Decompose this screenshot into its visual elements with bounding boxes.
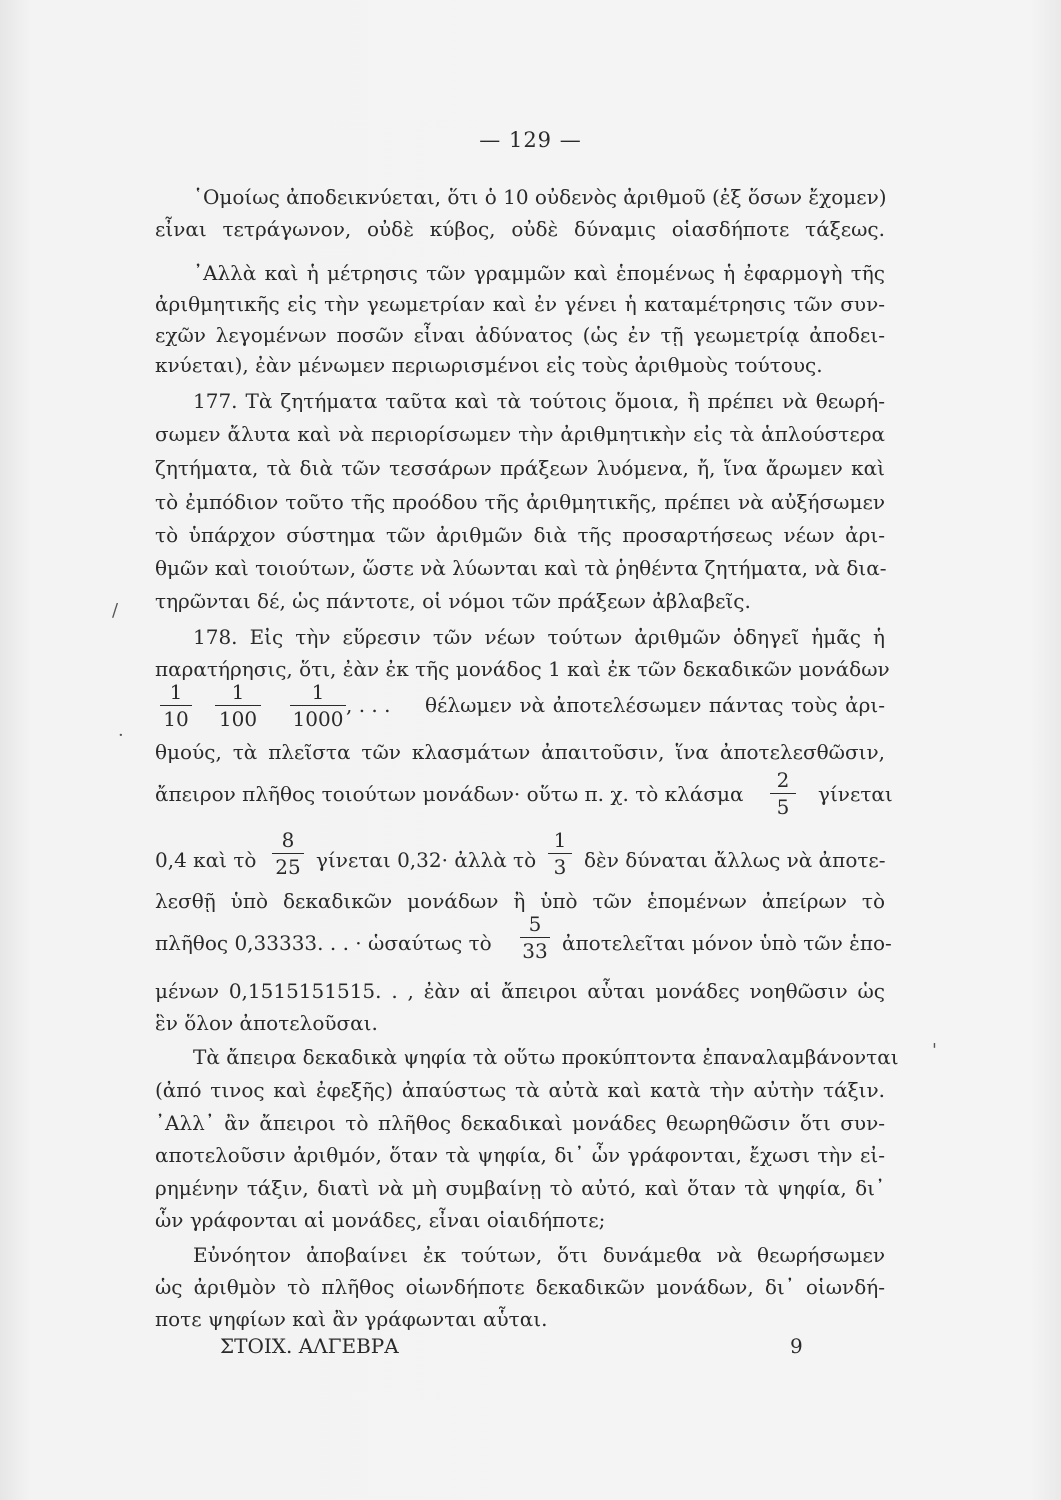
text-line: ὡς ἀριθμὸν τὸ πλῆθος οἱωνδήποτε δεκαδικῶν μονάδων, δι᾿ οἱωνδή- bbox=[155, 1275, 885, 1299]
text-line: ᾿Αλλ᾿ ἂν ἄπειροι τὸ πλῆθος δεκαδικαὶ μονάδες θεωρηθῶσιν ὅτι συν- bbox=[155, 1111, 885, 1135]
signature-title: ΣΤΟΙΧ. ΑΛΓΕΒΡΑ bbox=[220, 1334, 399, 1358]
text-line: θμούς, τὰ πλεῖστα τῶν κλασμάτων ἀπαιτοῦσιν, ἵνα ἀποτελεσθῶσιν, bbox=[155, 740, 885, 764]
fraction-eight-twentyfifths: 8 25 bbox=[272, 828, 304, 879]
fraction-one-thousandth: 1 1000 bbox=[290, 680, 346, 731]
text-line: ποτε ψηφίων καὶ ἂν γράφωνται αὗται. bbox=[155, 1307, 548, 1331]
text-line: τὸ ἐμπόδιον τοῦτο τῆς προόδου τῆς ἀριθμητικῆς, πρέπει νὰ αὐξήσωμεν bbox=[155, 490, 885, 514]
fraction-one-third: 1 3 bbox=[548, 828, 572, 879]
text-line: σωμεν ἄλυτα καὶ νὰ περιορίσωμεν τὴν ἀριθμητικὴν εἰς τὰ ἁπλούστερα bbox=[155, 422, 885, 446]
fraction-one-tenth: 1 10 bbox=[160, 680, 192, 731]
text-line: ᾿Αλλὰ καὶ ἡ μέτρησις τῶν γραμμῶν καὶ ἑπομένως ἡ ἐφαρμογὴ τῆς bbox=[193, 261, 885, 285]
text-line: ἀριθμητικῆς εἰς τὴν γεωμετρίαν καὶ ἐν γένει ἡ καταμέτρησις τῶν συν- bbox=[155, 292, 885, 316]
text-line: ζητήματα, τὰ διὰ τῶν τεσσάρων πράξεων λυόμενα, ἤ, ἵνα ἄρωμεν καὶ bbox=[155, 456, 885, 480]
text-line: τηρῶνται δέ, ὡς πάντοτε, οἱ νόμοι τῶν πράξεων ἀβλαβεῖς. bbox=[155, 589, 751, 613]
ellipsis: , . . . bbox=[346, 693, 391, 717]
fraction-five-thirtythirds: 5 33 bbox=[520, 912, 550, 963]
signature-number: 9 bbox=[790, 1334, 803, 1358]
text-line: εἶναι τετράγωνον, οὐδὲ κύβος, οὐδὲ δύναμις οἱασδήποτε τάξεως. bbox=[155, 217, 885, 241]
margin-mark: ' bbox=[932, 1040, 937, 1061]
text-line: τὸ ὑπάρχον σύστημα τῶν ἀριθμῶν διὰ τῆς προσαρτήσεως νέων ἀρι- bbox=[155, 523, 885, 547]
page-number: — 129 — bbox=[479, 128, 582, 152]
fraction-one-hundredth: 1 100 bbox=[215, 680, 261, 731]
margin-mark: / bbox=[112, 600, 119, 621]
text-fragment: γίνεται 0,32· ἀλλὰ τὸ bbox=[316, 848, 537, 872]
text-line: δὲν δύναται ἄλλως νὰ ἀποτε- bbox=[584, 848, 886, 872]
text-fragment: πλῆθος 0,33333. . . · ὡσαύτως τὸ bbox=[155, 931, 492, 955]
text-line: ἄπειρον πλῆθος τοιούτων μονάδων· οὕτω π. χ. τὸ κλάσμα bbox=[155, 782, 744, 806]
text-fragment: 0,4 καὶ τὸ bbox=[155, 848, 257, 872]
text-line: (ἀπό τινος καὶ ἐφεξῆς) ἀπαύστως τὰ αὐτὰ καὶ κατὰ τὴν αὐτὴν τάξιν. bbox=[155, 1078, 885, 1102]
text-line: ἓν ὅλον ἀποτελοῦσαι. bbox=[155, 1011, 378, 1035]
text-line: Εὐνόητον ἀποβαίνει ἐκ τούτων, ὅτι δυνάμεθα νὰ θεωρήσωμεν bbox=[193, 1243, 885, 1267]
fraction-two-fifths: 2 5 bbox=[770, 768, 796, 819]
text-fragment: γίνεται bbox=[818, 782, 893, 806]
text-line: 178. Εἰς τὴν εὕρεσιν τῶν νέων τούτων ἀριθμῶν ὁδηγεῖ ἡμᾶς ἡ bbox=[193, 625, 885, 649]
text-line: αποτελοῦσιν ἀριθμόν, ὅταν τὰ ψηφία, δι᾿ ὧν γράφονται, ἔχωσι τὴν εἰ- bbox=[155, 1143, 885, 1167]
text-line: μένων 0,1515151515. . , ἐὰν αἱ ἄπειροι αὗται μονάδες νοηθῶσιν ὡς bbox=[155, 979, 885, 1003]
margin-mark: · bbox=[118, 725, 124, 746]
text-line: παρατήρησις, ὅτι, ἐὰν ἐκ τῆς μονάδος 1 καὶ ἐκ τῶν δεκαδικῶν μονάδων bbox=[155, 657, 890, 681]
text-line: ἀποτελεῖται μόνον ὑπὸ τῶν ἑπο- bbox=[562, 931, 892, 955]
text-line: Τὰ ἄπειρα δεκαδικὰ ψηφία τὰ οὕτω προκύπτοντα ἐπαναλαμβάνονται bbox=[193, 1045, 899, 1069]
text-line: ὧν γράφονται αἱ μονάδες, εἶναι οἱαιδήποτε; bbox=[155, 1208, 606, 1232]
text-line: θέλωμεν νὰ ἀποτελέσωμεν πάντας τοὺς ἀρι- bbox=[425, 693, 885, 717]
text-line: ῾Ομοίως ἀποδεικνύεται, ὅτι ὁ 10 οὐδενὸς ἀριθμοῦ (ἐξ ὅσων ἔχομεν) bbox=[193, 185, 887, 209]
text-line: ρημένην τάξιν, διατὶ νὰ μὴ συμβαίνῃ τὸ αὐτό, καὶ ὅταν τὰ ψηφία, δι᾿ bbox=[155, 1176, 885, 1200]
text-line: εχῶν λεγομένων ποσῶν εἶναι ἀδύνατος (ὡς ἐν τῇ γεωμετρίᾳ ἀποδει- bbox=[155, 323, 885, 347]
text-line: λεσθῇ ὑπὸ δεκαδικῶν μονάδων ἢ ὑπὸ τῶν ἑπομένων ἀπείρων τὸ bbox=[155, 889, 885, 913]
text-line: θμῶν καὶ τοιούτων, ὥστε νὰ λύωνται καὶ τὰ ῥηθέντα ζητήματα, νὰ δια- bbox=[155, 556, 887, 580]
text-line: 177. Τὰ ζητήματα ταῦτα καὶ τὰ τούτοις ὅμοια, ἢ πρέπει νὰ θεωρή- bbox=[193, 389, 885, 413]
text-line: κνύεται), ἐὰν μένωμεν περιωρισμένοι εἰς τοὺς ἀριθμοὺς τούτους. bbox=[155, 353, 823, 377]
